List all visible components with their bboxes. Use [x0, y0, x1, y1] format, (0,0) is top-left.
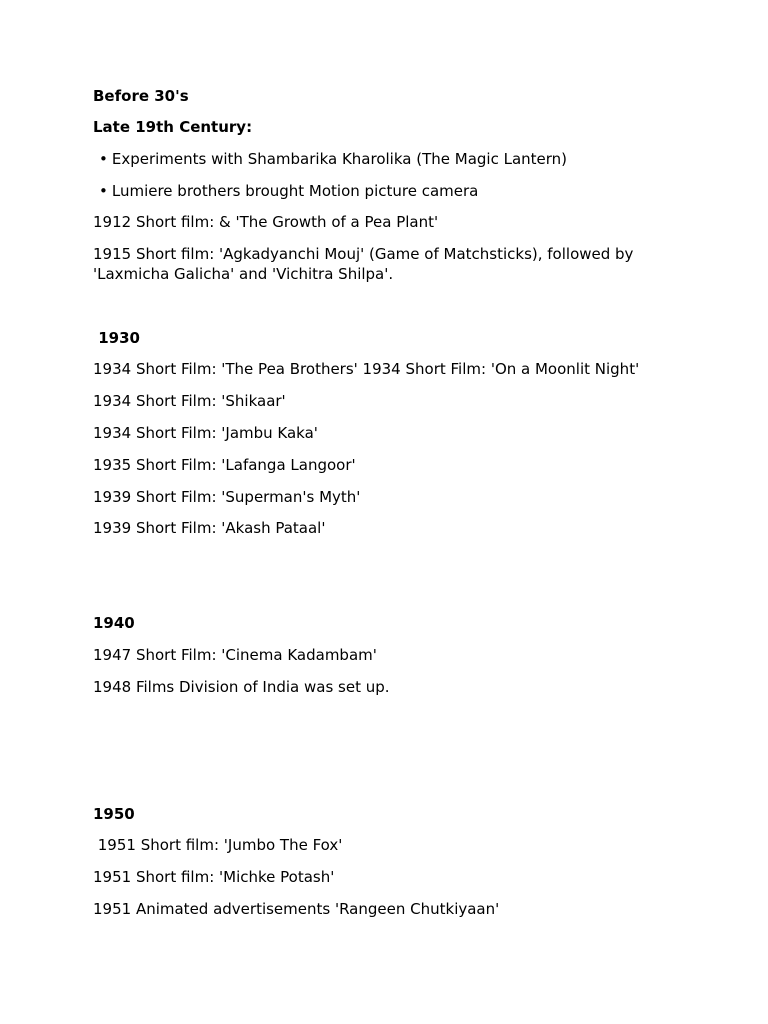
timeline-entry: 1934 Short Film: 'Jambu Kaka' — [93, 424, 318, 442]
timeline-entry: 1939 Short Film: 'Akash Pataal' — [93, 519, 326, 537]
bullet-item — [93, 181, 693, 201]
timeline-entry: 1912 Short film: & 'The Growth of a Pea Plant' — [93, 213, 439, 231]
subheading-late-19th-century: Late 19th Century: — [93, 118, 253, 136]
timeline-entry: 1947 Short Film: 'Cinema Kadambam' — [93, 646, 377, 664]
bullet-item — [93, 149, 693, 169]
bullet-text: Lumiere brothers brought Motion picture camera — [111, 182, 479, 200]
section-heading-1940: 1940 — [93, 614, 135, 632]
timeline-entry: 1915 Short film: 'Agkadyanchi Mouj' (Game of Matchsticks), followed by 'Laxmicha Galicha' and 'Vichitra Shilpa'. — [93, 245, 634, 283]
section-heading-1950: 1950 — [93, 805, 135, 823]
section-heading-before-30s: Before 30's — [93, 87, 189, 105]
timeline-entry: 1934 Short Film: 'Shikaar' — [93, 392, 286, 410]
timeline-entry: 1934 Short Film: 'The Pea Brothers' 1934 Short Film: 'On a Moonlit Night' — [93, 360, 640, 378]
bullet-marker: • — [99, 182, 108, 200]
section-heading-1930: 1930 — [93, 329, 140, 347]
bullet-marker: • — [99, 150, 108, 168]
timeline-entry: 1951 Animated advertisements 'Rangeen Chutkiyaan' — [93, 900, 500, 918]
timeline-entry: 1935 Short Film: 'Lafanga Langoor' — [93, 456, 356, 474]
timeline-entry: 1951 Short film: 'Michke Potash' — [93, 868, 335, 886]
bullet-text: Experiments with Shambarika Kharolika (The Magic Lantern) — [111, 150, 568, 168]
timeline-entry: 1951 Short film: 'Jumbo The Fox' — [93, 836, 343, 854]
timeline-entry: 1939 Short Film: 'Superman's Myth' — [93, 488, 361, 506]
timeline-entry: 1948 Films Division of India was set up. — [93, 678, 390, 696]
